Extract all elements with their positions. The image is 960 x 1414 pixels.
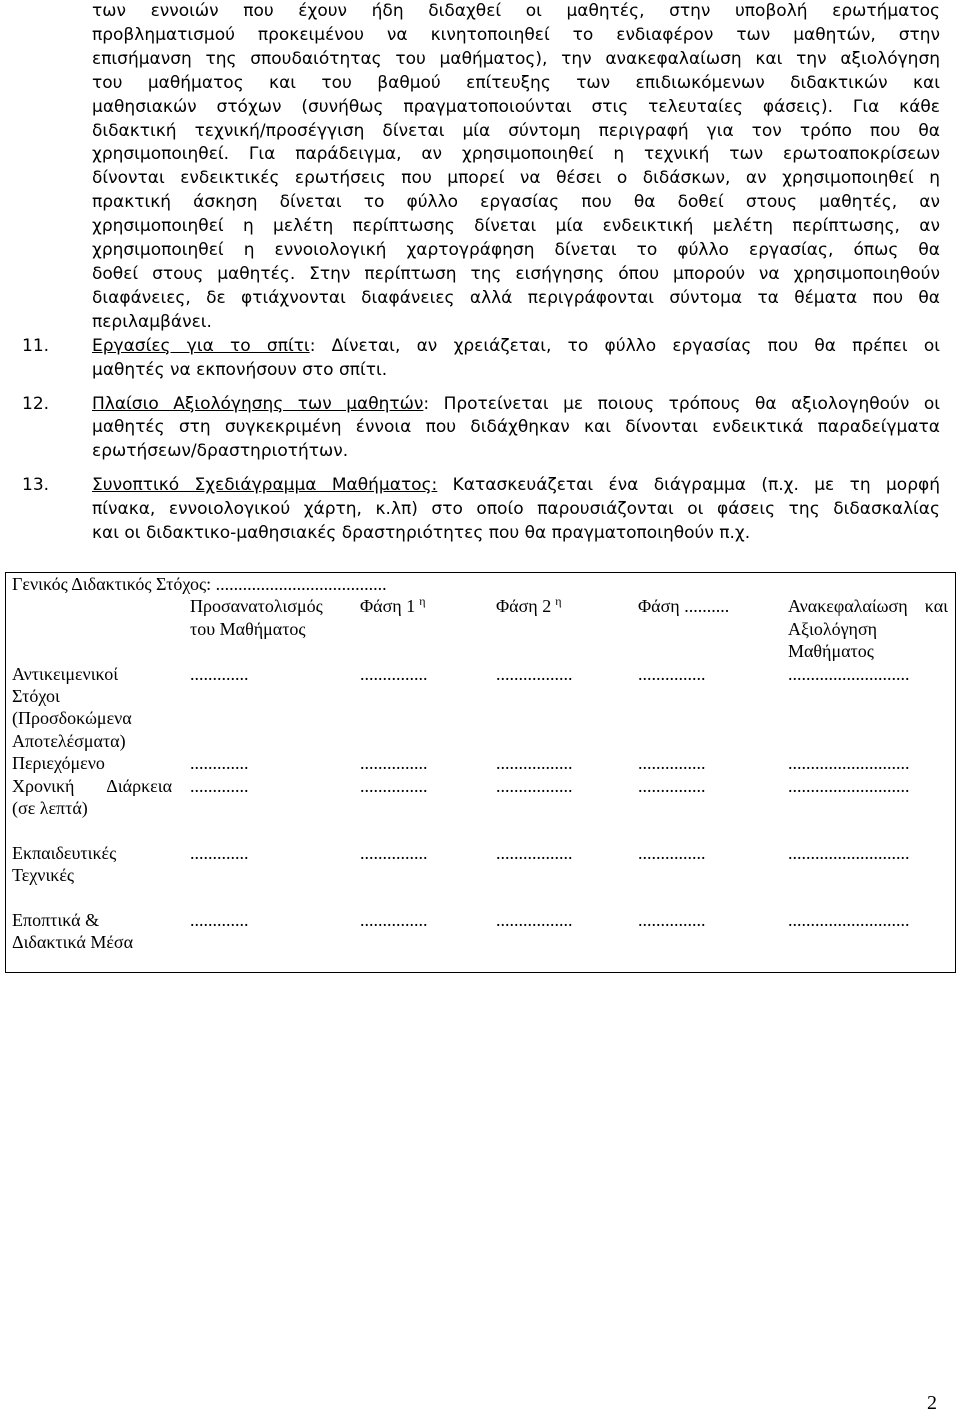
table-cell: .................: [496, 842, 573, 863]
paragraph-line: περιλαμβάνει.: [92, 311, 212, 332]
table-cell: .................: [496, 663, 573, 684]
table-cell: ...........................: [788, 909, 910, 930]
header-line: Ανακεφαλαίωση και: [788, 596, 948, 617]
row-label-line: Στόχοι: [12, 685, 60, 706]
table-cell: .............: [190, 842, 249, 863]
paragraph-line: διαφάνειες, δε φτιάχνονται διαφάνειες αλλά περιγράφονται σύντομα τα θέματα που θα: [92, 287, 940, 308]
item-text: : Δίνεται, αν χρειάζεται, το φύλλο εργασίας που θα πρέπει οι: [309, 335, 940, 356]
paragraph-line: μαθησιακών στόχων (συνήθως πραγματοποιούνται στις τελευταίες φάσεις). Για κάθε: [92, 96, 940, 117]
general-goal: Γενικός Διδακτικός Στόχος: ......................................: [12, 574, 387, 594]
table-cell: ...............: [360, 753, 428, 774]
header-phase-n: Φάση ..........: [638, 596, 730, 617]
table-cell: ...............: [638, 842, 706, 863]
list-item-assessment: [22, 393, 940, 465]
item-text: Κατασκευάζεται ένα διάγραμμα (π.χ. με τη μορφή: [437, 475, 940, 496]
paragraph-line: διδακτική τεχνική/προσέγγιση δίνεται μία σύντομη περιγραφή για τον τρόπο που θα: [92, 120, 940, 141]
table-cell: .................: [496, 909, 573, 930]
paragraph-line: προβληματισμού προκειμένου να κινητοποιηθεί το ενδιαφέρον των μαθητών, στην: [92, 24, 940, 45]
row-label-line: Αποτελέσματα): [12, 730, 126, 751]
row-label: [12, 663, 190, 753]
header-line: Αξιολόγηση: [788, 618, 878, 639]
item-line: μαθητές να εκπονήσουν στο σπίτι.: [92, 359, 388, 380]
item-title: Εργασίες για το σπίτι: [92, 335, 310, 356]
header-line: Μαθήματος: [788, 641, 874, 662]
table-cell: .............: [190, 753, 249, 774]
item-line: [92, 335, 940, 359]
header-phase-2: [496, 595, 638, 662]
item-number: 12.: [22, 393, 50, 414]
table-cell: ...............: [638, 663, 706, 684]
table-cell: .............: [190, 909, 249, 930]
row-label: [12, 842, 190, 909]
row-label-line: Χρονική Διάρκεια: [12, 775, 172, 796]
row-label-line: (Προσδοκώμενα: [12, 708, 132, 729]
table-cell: ...........................: [788, 753, 910, 774]
ordinal-superscript: η: [419, 594, 426, 609]
table-cell: ...............: [360, 663, 428, 684]
header-phase-2-label: Φάση 2: [496, 596, 552, 617]
item-title: Πλαίσιο Αξιολόγησης των μαθητών: [92, 393, 424, 414]
lesson-plan-table: [5, 572, 956, 973]
item-number: 11.: [22, 335, 50, 356]
table-grid: [12, 573, 948, 954]
table-cell: ...........................: [788, 663, 910, 684]
row-label-line: Εποπτικά &: [12, 909, 100, 930]
item-number: 13.: [22, 475, 50, 496]
row-label-line: Εκπαιδευτικές: [12, 842, 117, 863]
table-cell: ...........................: [788, 842, 910, 863]
table-cell: .................: [496, 753, 573, 774]
list-item-lesson-outline: [22, 474, 940, 546]
item-title: Συνοπτικό Σχεδιάγραμμα Μαθήματος:: [92, 475, 438, 496]
table-cell: .............: [190, 663, 249, 684]
table-cell: ...............: [360, 909, 428, 930]
paragraph-line: δοθεί στους μαθητές. Στην περίπτωση της εισήγησης όπου μπορούν να χρησιμοποιηθούν: [92, 263, 940, 284]
header-recap: [788, 595, 948, 662]
body-text: [22, 0, 940, 546]
paragraph: [92, 0, 940, 335]
header-line: Προσανατολισμός: [190, 596, 323, 617]
table-cell: ...............: [638, 753, 706, 774]
table-cell: ...............: [360, 775, 428, 796]
ordinal-superscript: η: [555, 594, 562, 609]
header-phase-1: [360, 595, 496, 662]
row-label-line: Περιεχόμενο: [12, 753, 105, 774]
row-label: [12, 752, 190, 774]
paragraph-line: του μαθήματος και του βαθμού επίτευξης των επιδιωκόμενων διδακτικών και: [92, 72, 940, 93]
header-corner-cell: [12, 595, 190, 662]
table-cell: ...............: [638, 909, 706, 930]
row-label-line: Διδακτικά Μέσα: [12, 932, 134, 953]
item-line: [92, 393, 940, 417]
paragraph-line: επισήμανση της σπουδαιότητας του μαθήματος), την ανακεφαλαίωση και την αξιολόγηση: [92, 48, 940, 69]
paragraph-line: πρακτική άσκηση δίνεται το φύλλο εργασίας που θα δοθεί στους μαθητές, αν: [92, 192, 940, 213]
table-cell: .............: [190, 775, 249, 796]
paragraph-line: χρησιμοποιηθεί η εννοιολογική χαρτογράφηση δίνεται το φύλλο εργασίας, όπως θα: [92, 240, 940, 261]
header-phase-1-label: Φάση 1: [360, 596, 416, 617]
item-line: [92, 474, 940, 498]
item-line: πίνακα, εννοιολογικού χάρτη, κ.λπ) στο οποίο παρουσιάζονται οι φάσεις της διδασκαλίας: [92, 499, 940, 520]
row-label-line: Αντικειμενικοί: [12, 663, 119, 684]
table-cell: ...............: [360, 842, 428, 863]
row-label-line: (σε λεπτά): [12, 797, 88, 818]
item-line: ερωτήσεων/δραστηριοτήτων.: [92, 441, 349, 462]
table-cell: .................: [496, 775, 573, 796]
table-cell: ...............: [638, 775, 706, 796]
table-cell: ...........................: [788, 775, 910, 796]
row-label: [12, 909, 190, 954]
header-line: του Μαθήματος: [190, 618, 306, 639]
item-line: μαθητές στη συγκεκριμένη έννοια που διδάχθηκαν και δίνονται ενδεικτικά παραδείγματα: [92, 417, 940, 438]
paragraph-line: των εννοιών που έχουν ήδη διδαχθεί οι μαθητές, στην υποβολή ερωτήματος: [92, 1, 940, 21]
item-line: και οι διδακτικο-μαθησιακές δραστηριότητες που θα πραγματοποιηθούν π.χ.: [92, 523, 751, 544]
page-number: 2: [927, 1392, 937, 1414]
list-item-homework: [22, 335, 940, 383]
paragraph-line: χρησιμοποιηθεί η μελέτη περίπτωσης δίνεται μία ενδεικτική μελέτη περίπτωσης, αν: [92, 216, 940, 237]
row-label: [12, 775, 190, 842]
header-orientation: [190, 595, 360, 662]
paragraph-line: χρησιμοποιηθεί. Για παράδειγμα, αν χρησιμοποιηθεί η τεχνική των ερωτοαποκρίσεων: [92, 144, 940, 165]
item-text: : Προτείνεται με ποιους τρόπους θα αξιολογηθούν οι: [423, 393, 940, 414]
row-label-line: Τεχνικές: [12, 865, 75, 886]
paragraph-line: δίνονται ενδεικτικές ερωτήσεις που μπορεί να θέσει ο διδάσκων, αν χρησιμοποιηθεί η: [92, 168, 940, 189]
